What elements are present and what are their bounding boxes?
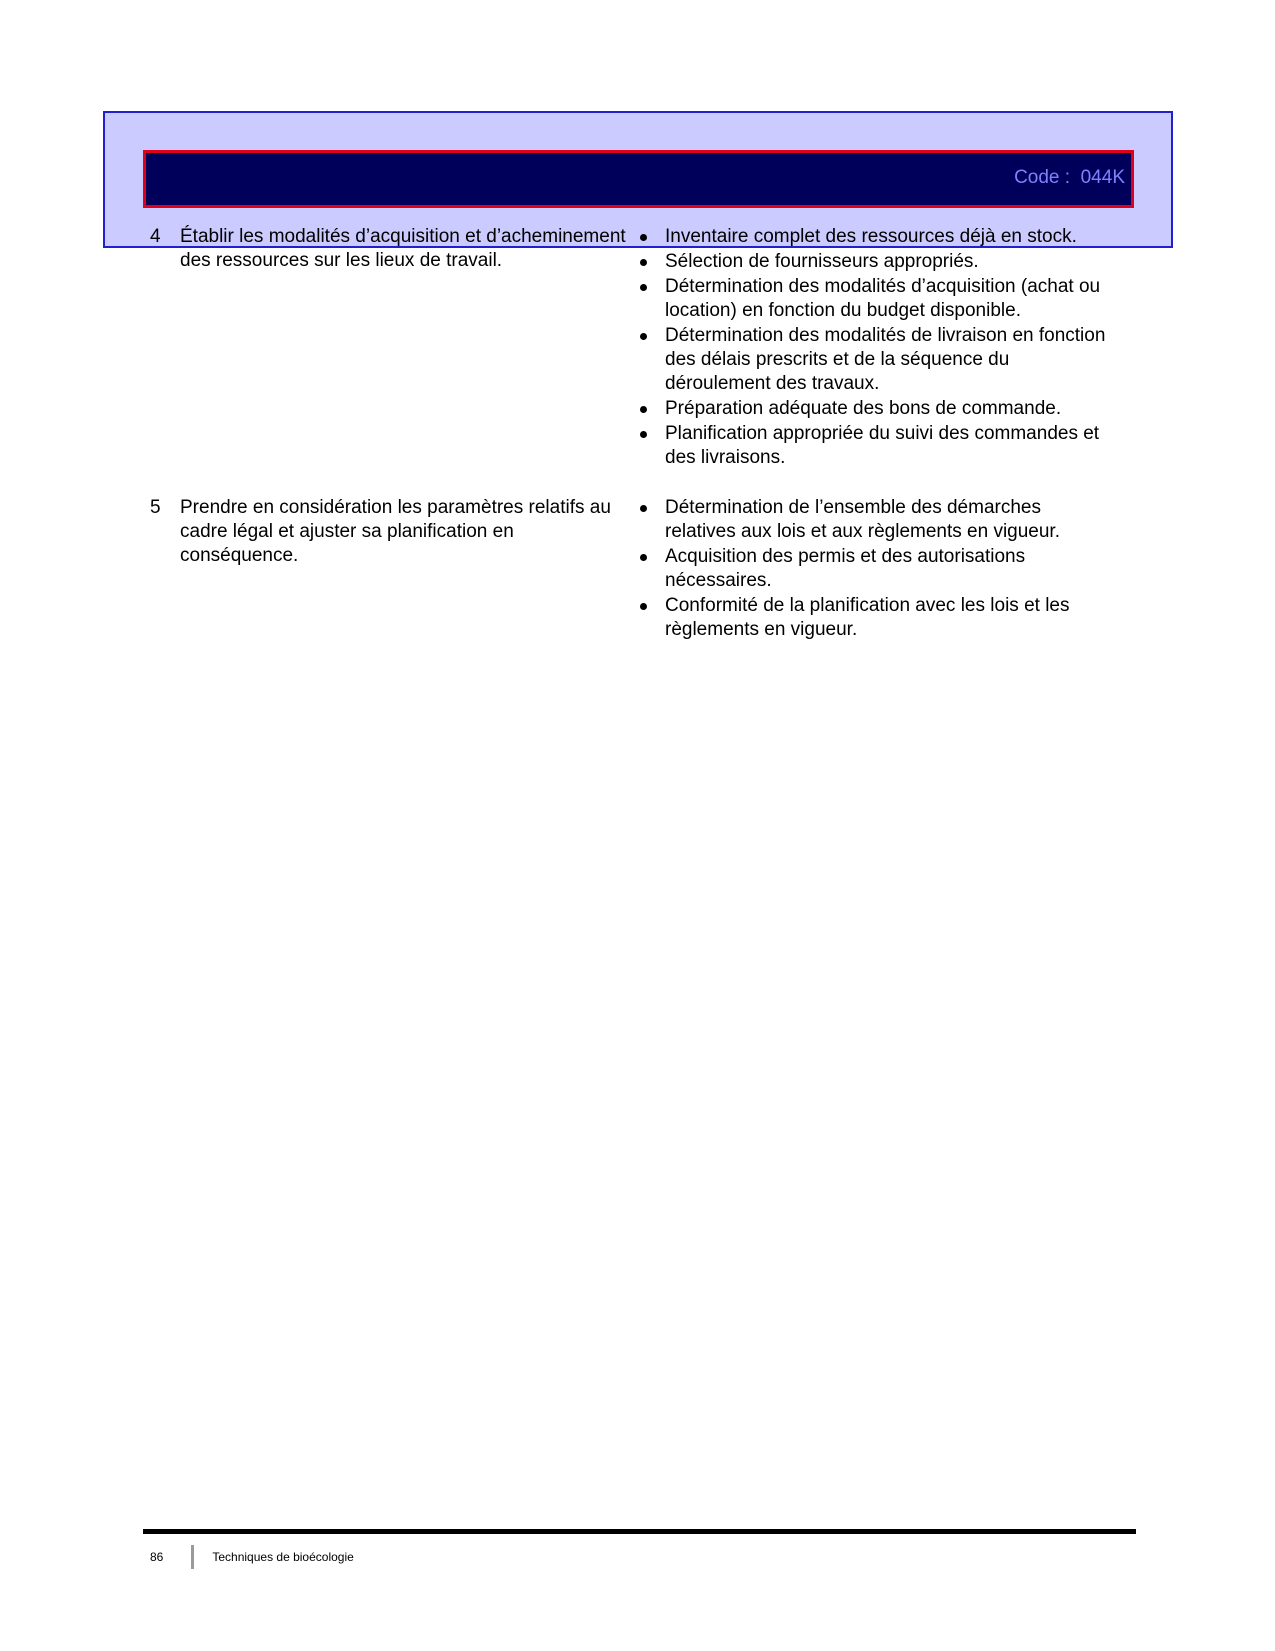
criterion-item: Sélection de fournisseurs appropriés. — [635, 250, 1115, 274]
performance-criteria — [635, 496, 1115, 643]
bullet-icon — [640, 505, 647, 512]
criterion-item: Conformité de la planification avec les lois et les règlements en vigueur. — [635, 594, 1115, 642]
element-text: Établir les modalités d’acquisition et d’acheminement des ressources sur les lieux de travail. — [180, 226, 626, 271]
element-statement — [150, 225, 630, 273]
criterion-item: Acquisition des permis et des autorisations nécessaires. — [635, 545, 1115, 593]
criterion-item: Inventaire complet des ressources déjà en stock. — [635, 225, 1115, 249]
page-number: 86 — [150, 1550, 164, 1564]
element-text: Prendre en considération les paramètres relatifs au cadre légal et ajuster sa planification en conséquence. — [180, 497, 611, 566]
criterion-item: Détermination de l’ensemble des démarches relatives aux lois et aux règlements en vigueur. — [635, 496, 1115, 544]
element-number: 4 — [150, 226, 161, 247]
bullet-icon — [640, 234, 647, 241]
competency-header — [143, 150, 1134, 208]
performance-criteria — [635, 225, 1115, 471]
bullet-icon — [640, 333, 647, 340]
program-name: Techniques de bioécologie — [212, 1550, 354, 1564]
bullet-icon — [640, 406, 647, 413]
criterion-item: Détermination des modalités d’acquisition (achat ou location) en fonction du budget disponible. — [635, 275, 1115, 323]
bullet-icon — [640, 554, 647, 561]
criterion-item: Détermination des modalités de livraison en fonction des délais prescrits et de la séquence du déroulement des travaux. — [635, 324, 1115, 396]
footer-separator — [191, 1545, 194, 1569]
page-footer — [150, 1545, 354, 1569]
bullet-icon — [640, 603, 647, 610]
bullet-icon — [640, 284, 647, 291]
element-number: 5 — [150, 497, 161, 518]
criterion-item: Préparation adéquate des bons de commande. — [635, 397, 1115, 421]
competency-code: Code : 044K — [1014, 167, 1125, 188]
element-statement — [150, 496, 630, 568]
bullet-icon — [640, 259, 647, 266]
bullet-icon — [640, 431, 647, 438]
footer-rule — [143, 1529, 1136, 1534]
criterion-item: Planification appropriée du suivi des commandes et des livraisons. — [635, 422, 1115, 470]
